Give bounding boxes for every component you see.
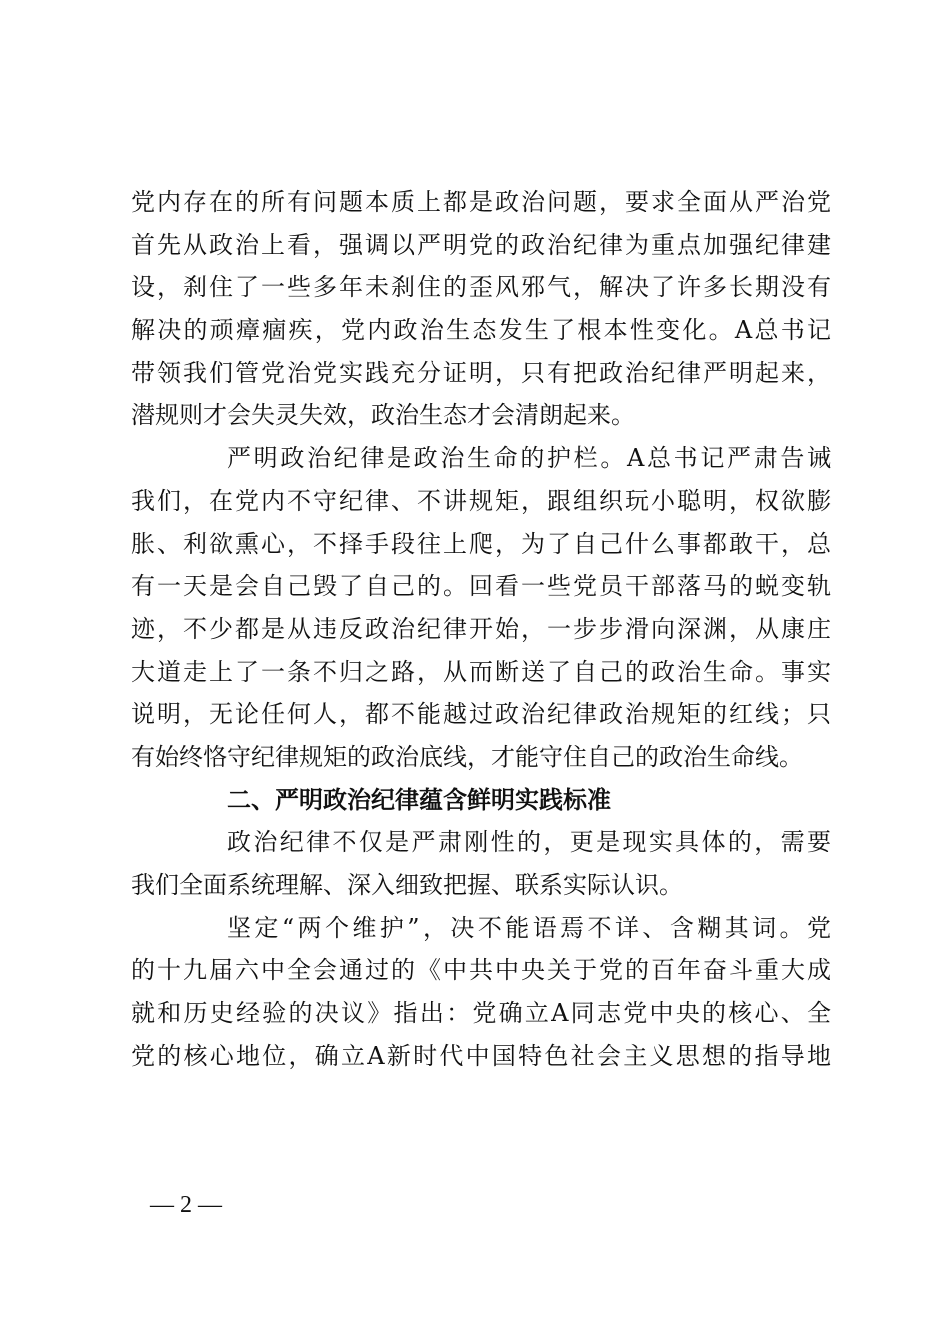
- text-line: 解决的顽瘴痼疾，党内政治生态发生了根本性变化。A总书记: [131, 316, 831, 345]
- text-line: 说明，无论任何人，都不能越过政治纪律政治规矩的红线；只: [131, 700, 831, 729]
- text-line: 就和历史经验的决议》指出：党确立A同志党中央的核心、全: [131, 999, 831, 1028]
- text-line: 我们，在党内不守纪律、不讲规矩，跟组织玩小聪明，权欲膨: [131, 486, 831, 515]
- text-line: 的十九届六中全会通过的《中共中央关于党的百年奋斗重大成: [131, 956, 831, 985]
- text-line: 迹，不少都是从违反政治纪律开始，一步步滑向深渊，从康庄: [131, 614, 831, 643]
- page-number: — 2 —: [150, 1192, 222, 1218]
- text-line: 我们全面系统理解、深入细致把握、联系实际认识。: [131, 871, 683, 899]
- text-line: 设，刹住了一些多年未刹住的歪风邪气，解决了许多长期没有: [131, 273, 831, 302]
- text-line: 潜规则才会失灵失效，政治生态才会清朗起来。: [131, 401, 635, 430]
- text-line: 政治纪律不仅是严肃刚性的，更是现实具体的，需要: [227, 828, 831, 857]
- text-line: 严明政治纪律是政治生命的护栏。A总书记严肃告诫: [227, 444, 831, 473]
- text-line: 胀、利欲熏心，不择手段往上爬，为了自己什么事都敢干，总: [131, 529, 831, 558]
- text-line: 有始终恪守纪律规矩的政治底线，才能守住自己的政治生命线。: [131, 742, 803, 771]
- section-heading: 二、严明政治纪律蕴含鲜明实践标准: [227, 785, 611, 814]
- text-line: 坚定“两个维护”，决不能语焉不详、含糊其词。党: [227, 913, 831, 942]
- text-line: 首先从政治上看，强调以严明党的政治纪律为重点加强纪律建: [131, 230, 831, 259]
- text-line: 党内存在的所有问题本质上都是政治问题，要求全面从严治党: [131, 188, 831, 216]
- text-line: 有一天是会自己毁了自己的。回看一些党员干部落马的蜕变轨: [131, 572, 831, 601]
- text-line: 党的核心地位，确立A新时代中国特色社会主义思想的指导地: [131, 1041, 831, 1070]
- text-line: 大道走上了一条不归之路，从而断送了自己的政治生命。事实: [131, 657, 831, 686]
- body-text: [131, 181, 831, 1077]
- text-line: 带领我们管党治党实践充分证明，只有把政治纪律严明起来，: [131, 358, 831, 387]
